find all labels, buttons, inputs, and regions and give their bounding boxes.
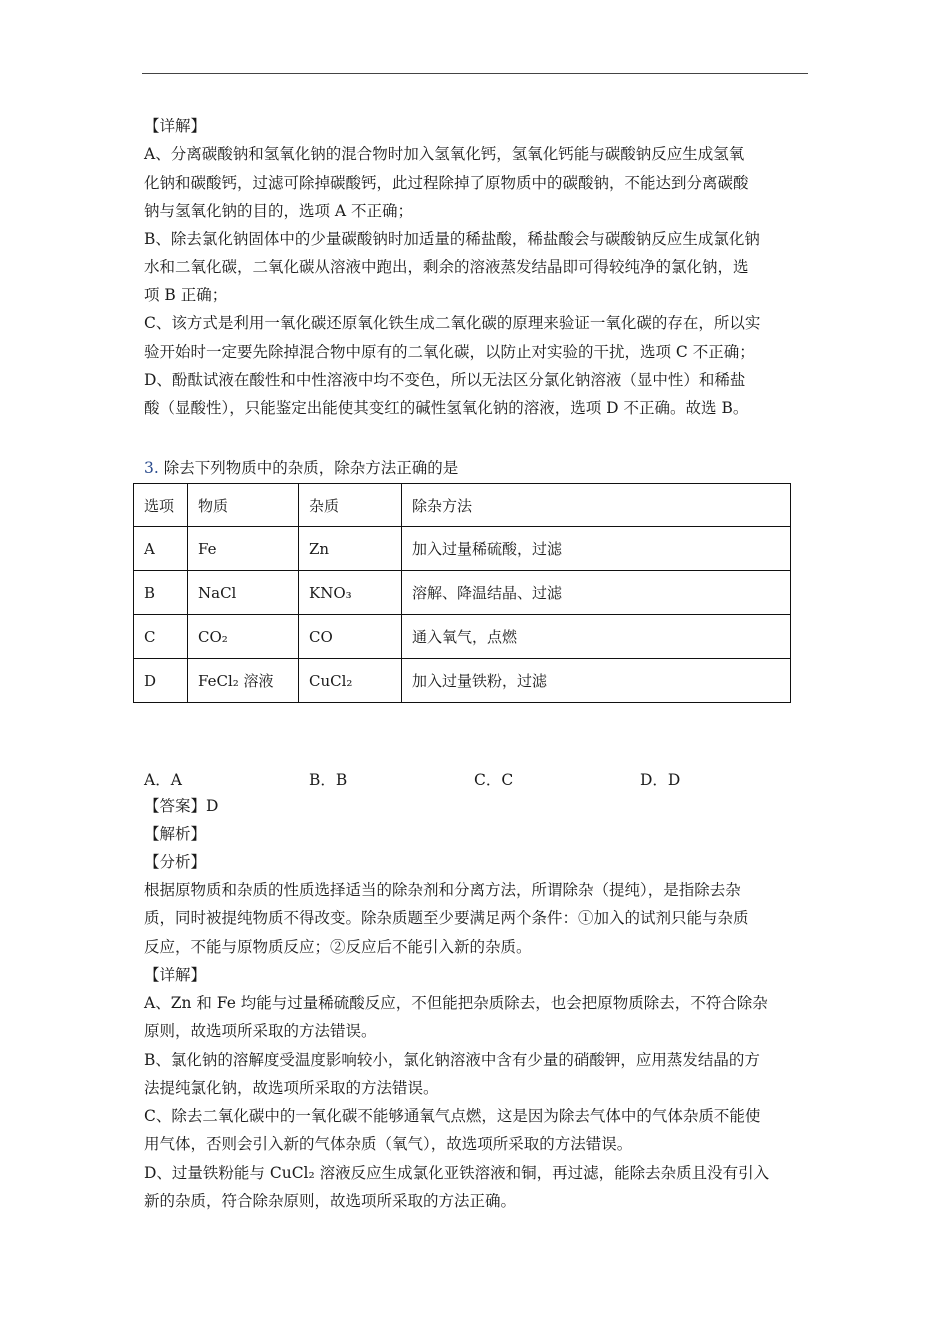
fenxi-line: 质，同时被提纯物质不得改变。除杂质题至少要满足两个条件：①加入的试剂只能与杂质 — [144, 909, 749, 927]
table-header-cell: 选项 — [134, 484, 188, 527]
choice-d[interactable]: D．D — [640, 771, 681, 789]
question-number-separator: . — [153, 459, 159, 477]
detail-line: 原则，故选项所采取的方法错误。 — [144, 1022, 377, 1040]
choice-c[interactable]: C．C — [474, 771, 514, 789]
detail-line: 水和二氧化碳，二氧化碳从溶液中跑出，剩余的溶液蒸发结晶即可得较纯净的氯化钠，选 — [144, 258, 749, 276]
detail-line: C、该方式是利用一氧化碳还原氧化铁生成二氧化碳的原理来验证一氧化碳的存在，所以实 — [144, 314, 761, 332]
detail-line: 用气体，否则会引入新的气体杂质（氧气），故选项所采取的方法错误。 — [144, 1135, 633, 1153]
detail-heading-2: 【详解】 — [144, 966, 207, 984]
detail-line: D、过量铁粉能与 CuCl₂ 溶液反应生成氯化亚铁溶液和铜，再过滤，能除去杂质且没有引入 — [144, 1164, 770, 1182]
table-cell: B — [134, 571, 188, 615]
detail-line: 钠与氢氧化钠的目的，选项 A 不正确； — [144, 202, 414, 220]
fenxi-line: 反应，不能与原物质反应；②反应后不能引入新的杂质。 — [144, 938, 532, 956]
table-row — [134, 571, 791, 615]
table-cell: D — [134, 659, 188, 703]
table-cell: Fe — [188, 527, 299, 571]
table-header-cell: 杂质 — [299, 484, 402, 527]
table-cell: 溶解、降温结晶、过滤 — [402, 571, 791, 615]
table-cell: 加入过量稀硫酸，过滤 — [402, 527, 791, 571]
table-header-cell: 物质 — [188, 484, 299, 527]
fenxi-heading: 【分析】 — [144, 853, 207, 871]
table-cell: NaCl — [188, 571, 299, 615]
table-cell: 通入氧气，点燃 — [402, 615, 791, 659]
table-cell: KNO₃ — [299, 571, 402, 615]
detail-heading-1: 【详解】 — [144, 117, 207, 135]
detail-line: A、Zn 和 Fe 均能与过量稀硫酸反应，不但能把杂质除去，也会把原物质除去，不符合除杂 — [144, 994, 768, 1012]
detail-line: 项 B 正确； — [144, 286, 228, 304]
detail-line: D、酚酞试液在酸性和中性溶液中均不变色，所以无法区分氯化钠溶液（显中性）和稀盐 — [144, 371, 746, 389]
fenxi-line: 根据原物质和杂质的性质选择适当的除杂剂和分离方法，所谓除杂（提纯），是指除去杂 — [144, 881, 741, 899]
table-header-row — [134, 484, 791, 527]
table-row — [134, 615, 791, 659]
table-cell: C — [134, 615, 188, 659]
detail-line: C、除去二氧化碳中的一氧化碳不能够通氧气点燃，这是因为除去气体中的气体杂质不能使 — [144, 1107, 761, 1125]
table-cell: CO₂ — [188, 615, 299, 659]
table-cell: A — [134, 527, 188, 571]
detail-line: 法提纯氯化钠，故选项所采取的方法错误。 — [144, 1079, 439, 1097]
analysis-heading: 【解析】 — [144, 825, 207, 843]
detail-line: 新的杂质，符合除杂原则，故选项所采取的方法正确。 — [144, 1192, 517, 1210]
header-rule — [142, 73, 808, 74]
table-cell: Zn — [299, 527, 402, 571]
choice-b[interactable]: B．B — [309, 771, 348, 789]
table-cell: CuCl₂ — [299, 659, 402, 703]
question-text: 除去下列物质中的杂质，除杂方法正确的是 — [163, 459, 459, 477]
table-cell: CO — [299, 615, 402, 659]
detail-line: B、氯化钠的溶解度受温度影响较小，氯化钠溶液中含有少量的硝酸钾，应用蒸发结晶的方 — [144, 1051, 760, 1069]
table-row — [134, 659, 791, 703]
table-row — [134, 527, 791, 571]
detail-line: 酸（显酸性），只能鉴定出能使其变红的碱性氢氧化钠的溶液，选项 D 不正确。故选 B。 — [144, 399, 749, 417]
options-table — [133, 483, 791, 703]
question-title — [144, 456, 458, 478]
detail-line: A、分离碳酸钠和氢氧化钠的混合物时加入氢氧化钙，氢氧化钙能与碳酸钠反应生成氢氧 — [144, 145, 745, 163]
answer-line: 【答案】D — [144, 797, 219, 815]
table-cell: 加入过量铁粉，过滤 — [402, 659, 791, 703]
choice-a[interactable]: A．A — [144, 771, 182, 789]
detail-line: 化钠和碳酸钙，过滤可除掉碳酸钙，此过程除掉了原物质中的碳酸钠，不能达到分离碳酸 — [144, 174, 749, 192]
question-number: 3 — [144, 459, 154, 477]
table-header-cell: 除杂方法 — [402, 484, 791, 527]
table-cell: FeCl₂ 溶液 — [188, 659, 299, 703]
detail-line: 验开始时一定要先除掉混合物中原有的二氧化碳，以防止对实验的干扰，选项 C 不正确； — [144, 343, 755, 361]
detail-line: B、除去氯化钠固体中的少量碳酸钠时加适量的稀盐酸，稀盐酸会与碳酸钠反应生成氯化钠 — [144, 230, 760, 248]
